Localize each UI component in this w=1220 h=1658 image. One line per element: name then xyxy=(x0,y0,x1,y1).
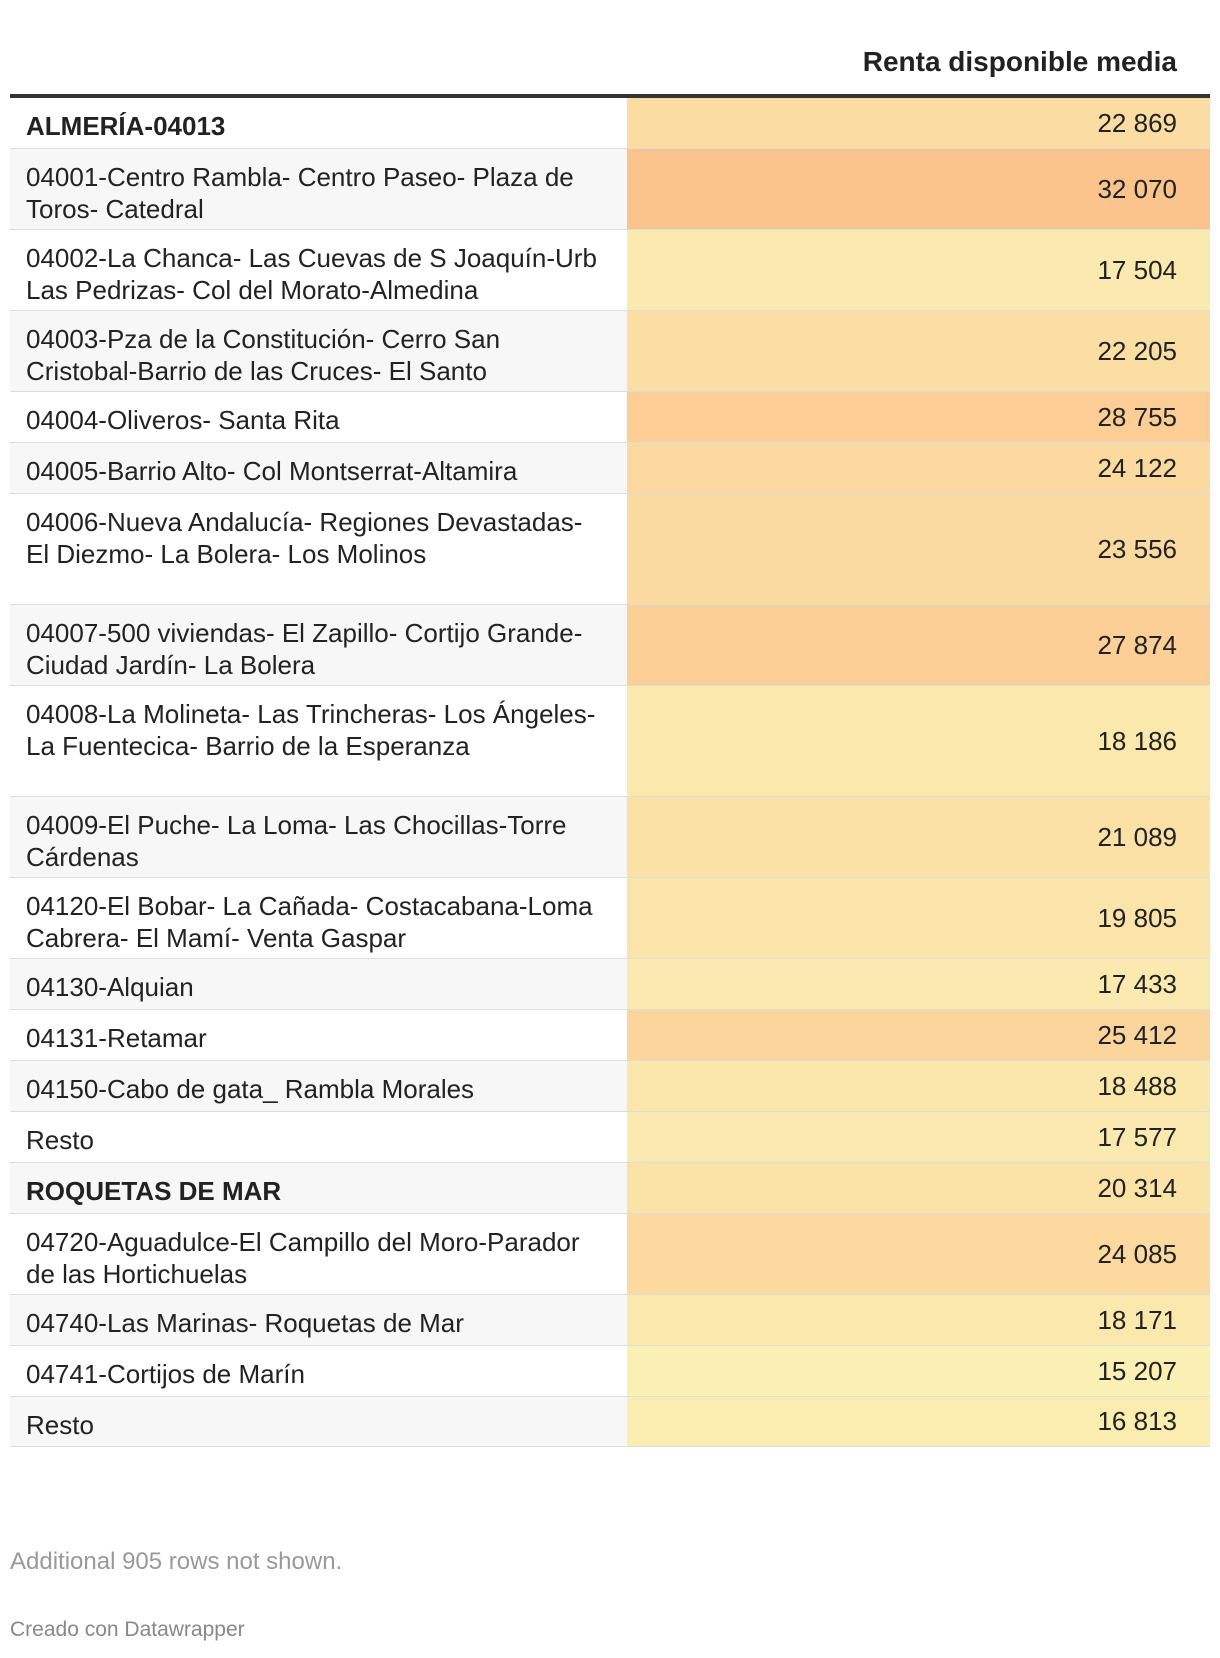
row-value: 18 186 xyxy=(627,686,1210,796)
table-row xyxy=(10,1295,1210,1346)
row-label: 04150-Cabo de gata_ Rambla Morales xyxy=(10,1061,627,1111)
row-value: 16 813 xyxy=(627,1397,1210,1446)
table-row xyxy=(10,878,1210,959)
table-row xyxy=(10,149,1210,230)
row-label: 04740-Las Marinas- Roquetas de Mar xyxy=(10,1295,627,1345)
row-label: 04131-Retamar xyxy=(10,1010,627,1060)
row-value: 20 314 xyxy=(627,1163,1210,1213)
table-row xyxy=(10,98,1210,149)
row-value: 25 412 xyxy=(627,1010,1210,1060)
table-row xyxy=(10,797,1210,878)
table-row xyxy=(10,1346,1210,1397)
row-value: 22 205 xyxy=(627,311,1210,391)
column-header-income: Renta disponible media xyxy=(862,46,1177,77)
table-row xyxy=(10,1112,1210,1163)
table-row xyxy=(10,1397,1210,1447)
table-row xyxy=(10,311,1210,392)
row-value: 23 556 xyxy=(627,494,1210,604)
table-row xyxy=(10,443,1210,494)
row-label: 04005-Barrio Alto- Col Montserrat-Altamira xyxy=(10,443,627,493)
table-row xyxy=(10,1214,1210,1295)
table-row xyxy=(10,392,1210,443)
row-value: 18 171 xyxy=(627,1295,1210,1345)
row-label: 04120-El Bobar- La Cañada- Costacabana-Loma Cabrera- El Mamí- Venta Gaspar xyxy=(10,878,627,958)
row-value: 21 089 xyxy=(627,797,1210,877)
row-label: 04008-La Molineta- Las Trincheras- Los Ángeles- La Fuentecica- Barrio de la Esperanza xyxy=(10,686,627,796)
row-value: 15 207 xyxy=(627,1346,1210,1396)
row-value: 24 085 xyxy=(627,1214,1210,1294)
row-label: 04009-El Puche- La Loma- Las Chocillas-Torre Cárdenas xyxy=(10,797,627,877)
table-row xyxy=(10,230,1210,311)
row-label: 04003-Pza de la Constitución- Cerro San Cristobal-Barrio de las Cruces- El Santo xyxy=(10,311,627,391)
rows-not-shown-note: Additional 905 rows not shown. xyxy=(10,1548,343,1575)
table-row xyxy=(10,605,1210,686)
table-row xyxy=(10,1010,1210,1061)
row-label: 04741-Cortijos de Marín xyxy=(10,1346,627,1396)
row-value: 32 070 xyxy=(627,149,1210,229)
row-value: 24 122 xyxy=(627,443,1210,493)
row-value: 17 577 xyxy=(627,1112,1210,1162)
row-label: ALMERÍA-04013 xyxy=(10,98,627,148)
row-value: 22 869 xyxy=(627,98,1210,148)
row-value: 17 433 xyxy=(627,959,1210,1009)
table-body xyxy=(10,98,1210,1447)
row-label: 04002-La Chanca- Las Cuevas de S Joaquín-Urb Las Pedrizas- Col del Morato-Almedina xyxy=(10,230,627,310)
table-header xyxy=(10,40,1210,98)
row-value: 18 488 xyxy=(627,1061,1210,1111)
row-label: ROQUETAS DE MAR xyxy=(10,1163,627,1213)
row-label: 04006-Nueva Andalucía- Regiones Devastadas- El Diezmo- La Bolera- Los Molinos xyxy=(10,494,627,604)
row-value: 28 755 xyxy=(627,392,1210,442)
row-label: 04720-Aguadulce-El Campillo del Moro-Parador de las Hortichuelas xyxy=(10,1214,627,1294)
row-label: 04130-Alquian xyxy=(10,959,627,1009)
row-label: 04007-500 viviendas- El Zapillo- Cortijo Grande- Ciudad Jardín- La Bolera xyxy=(10,605,627,685)
table-row xyxy=(10,1061,1210,1112)
row-value: 19 805 xyxy=(627,878,1210,958)
row-label: Resto xyxy=(10,1397,627,1446)
row-label: 04001-Centro Rambla- Centro Paseo- Plaza de Toros- Catedral xyxy=(10,149,627,229)
row-label: 04004-Oliveros- Santa Rita xyxy=(10,392,627,442)
table-row xyxy=(10,686,1210,797)
row-value: 17 504 xyxy=(627,230,1210,310)
table-row xyxy=(10,494,1210,605)
row-label: Resto xyxy=(10,1112,627,1162)
row-value: 27 874 xyxy=(627,605,1210,685)
datawrapper-credit: Creado con Datawrapper xyxy=(10,1618,245,1641)
table-row xyxy=(10,959,1210,1010)
table-row xyxy=(10,1163,1210,1214)
